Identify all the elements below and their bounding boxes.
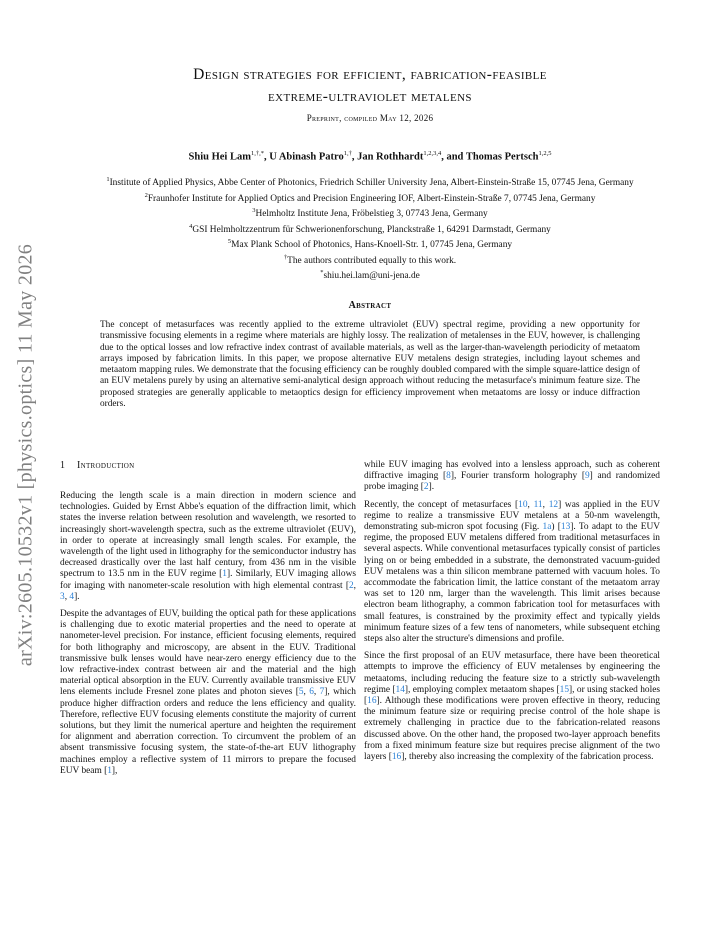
affiliation-line — [60, 190, 680, 206]
affiliation-marker: 1 — [106, 176, 110, 183]
left-column — [60, 491, 356, 783]
author-name: U Abinash Patro — [269, 151, 344, 163]
author-name: Shiu Hei Lam — [188, 151, 251, 163]
affiliation-text: Max Plank School of Photonics, Hans-Knoell-Str. 1, 07745 Jena, Germany — [231, 240, 513, 251]
abstract-heading: Abstract — [348, 300, 392, 311]
body-text: , — [313, 687, 320, 698]
affiliation-line — [60, 267, 680, 283]
author-separator: , — [351, 151, 358, 163]
citation-link[interactable]: 1 — [222, 569, 227, 580]
author-separator: , and — [441, 151, 466, 163]
author-affiliation-marker: 1,† — [343, 150, 352, 157]
body-text: ], which produce higher diffraction orders and reduce the lens efficiency and quality. Therefore, reflective EUV focusing elements constitute the majority of current solutions, but they limit the numerical aperture and heighten the requirement for alignment and aberration correction. To circumvent the problem of an absent transmissive focusing system, the state-of-the-art EUV lithography machines employ a reflective system of 11 mirrors to prepare the focused EUV beam [ — [60, 687, 356, 776]
citation-link[interactable]: 16 — [367, 696, 377, 707]
arxiv-identifier: arXiv:2605.10532v1 [physics.optics] 11 May 2026 — [14, 243, 37, 667]
author-affiliation-marker: 1,†,* — [250, 150, 264, 157]
citation-link[interactable]: 8 — [446, 471, 451, 482]
affiliation-marker: 4 — [189, 222, 193, 230]
body-text: ]. Although these modifications were proven effective in theory, reducing the minimum feature size or requiring precise control of the hole shape is extremely challenging in practice due to the fabrication-related reasons discussed above. On the other hand, the proposed two-layer approach benefits from a fixed minimum feature size but requires precise alignment of the two layers [ — [364, 696, 660, 763]
affiliation-line — [60, 252, 680, 268]
body-text: Since the first proposal of an EUV metasurface, there have been theoretical attempts to improve the efficiency of EUV metalenses by engineering the metaatoms, including reducing the feature size to a strictly sub-wavelength regime [ — [364, 651, 660, 695]
affiliation-text: shiu.hei.lam@uni-jena.de — [323, 271, 420, 282]
body-text: , — [303, 687, 310, 698]
body-text: ] was applied in the EUV regime to realize a transmissive EUV metalens at a 50-nm wavelength, demonstrating sub-micron spot focusing (Fig. — [364, 499, 661, 533]
body-text: Reducing the length scale is a main direction in modern science and technologies. Guided by Ernst Abbe's equation of the diffraction limit, which states the inverse relation between resolution and wavelength, we resorted to increasingly short-wavelength spectra, such as the extreme ultraviolet (EUV), in order to operate at increasingly small length scales. For example, the wavelength of the light used in lithography for the semiconductor industry has decreased drastically over the last half century, from 436 nm in the visible spectrum to 13.5 nm in the EUV regime [ — [60, 491, 356, 580]
body-text: ] and randomized probe imaging [ — [364, 471, 660, 493]
affiliation-line — [60, 174, 680, 190]
author-separator: , — [263, 151, 270, 163]
citation-link[interactable]: 11 — [533, 499, 543, 510]
right-column — [364, 460, 660, 769]
affiliation-marker: 3 — [252, 207, 256, 215]
body-text: ], thereby also increasing the complexity of the fabrication process. — [401, 752, 654, 763]
affiliation-text: Fraunhofer Institute for Applied Optics and Precision Engineering IOF, Albert-Einstein-Straße 7, 07745 Jena, Germany — [147, 193, 596, 204]
body-paragraph — [364, 460, 660, 494]
author-name: Jan Rothhardt — [357, 151, 424, 163]
affiliation-line — [60, 236, 680, 252]
affiliation-text: GSI Helmholtzzentrum für Schwerionenforschung, Planckstraße 1, 64291 Darmstadt, Germany — [192, 224, 551, 235]
citation-link[interactable]: 9 — [584, 471, 590, 482]
citation-link[interactable]: 16 — [391, 752, 402, 763]
citation-link[interactable]: 1a — [542, 522, 552, 533]
citation-link[interactable]: 13 — [560, 522, 571, 533]
body-text: ) [ — [551, 522, 561, 533]
body-text: Despite the advantages of EUV, building the optical path for these applications is challenging due to exotic material properties and the need to operate at nanometer-level precision. For instance, efficient focusing elements, required for both lithography and microscopy, are absent in the EUV. Traditional transmissive bulk lenses would have near-zero energy efficiency due to the low refractive-index contrast between air and the material and the high material optical absorption in the EUV. Currently available transmissive EUV lens elements include Fresnel zone plates and photon sieves [ — [60, 609, 356, 698]
body-text: ]. — [74, 591, 80, 602]
title-line-1: Design strategies for efficient, fabrication-feasible — [193, 66, 547, 83]
citation-link[interactable]: 10 — [518, 499, 528, 510]
preprint-date: Preprint, compiled May 12, 2026 — [306, 113, 434, 123]
body-paragraph — [60, 491, 356, 603]
citation-link[interactable]: 2 — [348, 580, 354, 591]
citation-link[interactable]: 12 — [548, 499, 559, 510]
section-title: Introduction — [77, 460, 135, 471]
affiliation-marker: 2 — [144, 191, 148, 199]
citation-link[interactable]: 6 — [309, 687, 314, 698]
title-line-2: extreme-ultraviolet metalens — [268, 88, 472, 105]
section-number: 1 — [60, 460, 65, 471]
abstract-text: The concept of metasurfaces was recently applied to the extreme ultraviolet (EUV) spectral regime, providing a new opportunity for transmissive focusing elements in a regime where materials are highly lossy. The realization of metalenses in the EUV, however, is challenging due to the optical losses and low refractive index contrast of available materials, as well as the larger-than-wavelength periodicity of metaatom arrays imposed by fabrication limits. In this paper, we propose alternative EUV metalens design strategies, including layout schemes and metaatom mapping rules. We demonstrate that the focusing efficiency can be roughly doubled compared with the simple square-lattice design of an EUV metalens purely by using an alternative semi-analytical design approach without reducing the metasurface's minimum feature size. The proposed strategies are generally applicable to metaoptics design for efficiency improvement when metaatoms are lossy or induce diffraction orders. — [100, 320, 640, 410]
citation-link[interactable]: 7 — [319, 687, 325, 698]
body-text: while EUV imaging has evolved into a lensless approach, such as coherent diffractive imaging [ — [364, 460, 660, 482]
body-text: ]. — [428, 482, 435, 493]
body-text: , — [527, 499, 534, 510]
body-text: , — [64, 591, 70, 602]
arxiv-sidebar — [2, 180, 50, 730]
author-name: Thomas Pertsch — [465, 151, 539, 163]
body-paragraph — [364, 651, 660, 763]
citation-link[interactable]: 15 — [559, 684, 570, 695]
body-text: ], employing complex metaatom shapes [ — [404, 684, 560, 695]
affiliation-marker: * — [320, 269, 324, 277]
affiliation-marker: 5 — [227, 238, 232, 246]
body-text: , — [542, 499, 549, 510]
affiliation-list — [60, 174, 680, 283]
citation-link[interactable]: 14 — [395, 684, 405, 695]
author-affiliation-marker: 1,2,5 — [538, 150, 552, 157]
body-paragraph — [364, 500, 660, 646]
affiliation-line — [60, 205, 680, 221]
citation-link[interactable]: 1 — [107, 765, 112, 776]
affiliation-text: Helmholtz Institute Jena, Fröbelstieg 3, 07743 Jena, Germany — [255, 209, 488, 220]
author-affiliation-marker: 1,2,3,4 — [423, 150, 442, 157]
citation-link[interactable]: 2 — [423, 482, 429, 493]
body-paragraph — [60, 609, 356, 777]
affiliation-text: The authors contributed equally to this work. — [287, 255, 457, 266]
affiliation-line — [60, 221, 680, 237]
body-text: ]. To adapt to the EUV regime, the proposed EUV metalens differed from traditional metasurfaces in several aspects. While conventional metasurfaces typically consist of particles lying on or being embedded in a substrate, the demonstrated vacuum-guided EUV metalens was a thin silicon membrane patterned with vacuum holes. To accommodate the fabrication limit, the lattice constant of the metaatom array was set to 120 nm, larger than the wavelength. This limit arises because electron beam lithography, a common fabrication tool for metasurfaces with small features, is constrained by the proximity effect and typically yields minimum feature sizes of a few tens of nanometers, while subsequent etching steps also alter the structure's dimensions and profile. — [364, 522, 660, 645]
citation-link[interactable]: 4 — [69, 591, 75, 602]
body-text: Recently, the concept of metasurfaces [ — [364, 499, 519, 510]
citation-link[interactable]: 5 — [298, 687, 304, 698]
paper-title — [110, 64, 630, 108]
body-text: ], or using stacked holes [ — [364, 684, 661, 707]
body-text: , — [353, 580, 356, 591]
body-text: ], Fourier transform holography [ — [450, 471, 585, 482]
body-text: ]. Similarly, EUV imaging allows for imaging with nanometer-scale resolution with high elemental contrast [ — [60, 569, 356, 591]
citation-link[interactable]: 3 — [60, 591, 65, 602]
author-list — [60, 150, 680, 163]
affiliation-text: Institute of Applied Physics, Abbe Center of Photonics, Friedrich Schiller University Jena, Albert-Einstein-Straße 15, 07745 Jena, Germany — [109, 178, 634, 189]
section-heading — [60, 460, 134, 471]
body-text: ], — [111, 765, 118, 776]
affiliation-marker: † — [283, 253, 288, 261]
